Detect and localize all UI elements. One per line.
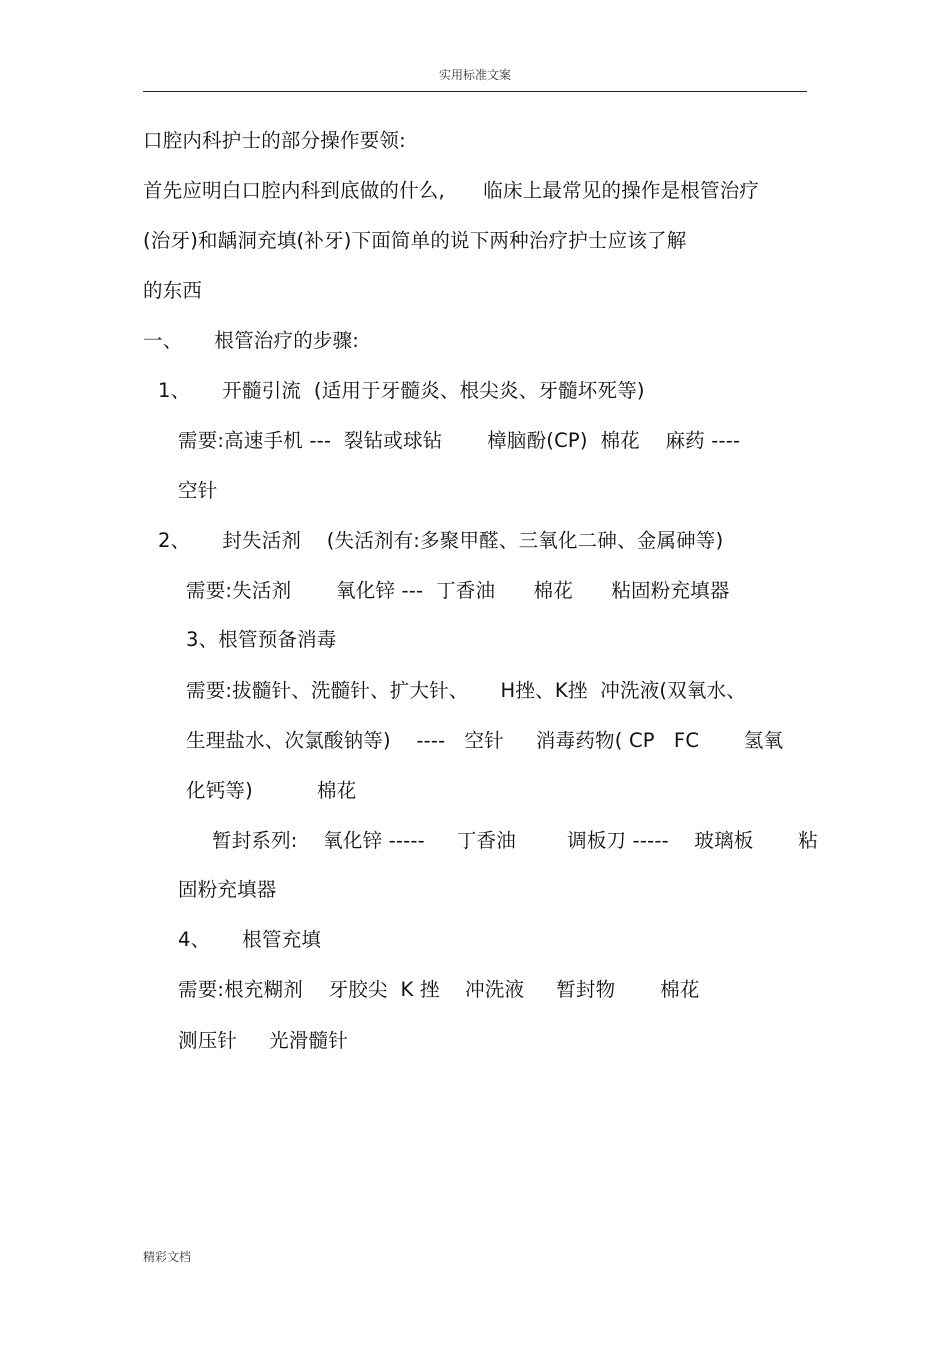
step-3-need-line-2: 生理盐水、次氯酸钠等) ---- 空针 消毒药物( CP FC 氢氧 — [186, 729, 784, 752]
step-4-need-line-2: 测压针 光滑髓针 — [178, 1029, 348, 1052]
step-3-need-line-3: 化钙等) 棉花 — [186, 779, 357, 802]
section-1-heading: 一、 根管治疗的步骤: — [143, 329, 360, 352]
page-footer: 精彩文档 — [143, 1250, 192, 1264]
step-2-need: 需要:失活剂 氧化锌 --- 丁香油 棉花 粘固粉充填器 — [186, 579, 730, 602]
intro-line-1: 首先应明白口腔内科到底做的什么, 临床上最常见的操作是根管治疗 — [143, 179, 760, 202]
step-2-title: 2、 封失活剂 (失活剂有:多聚甲醛、三氧化二砷、金属砷等) — [158, 529, 724, 552]
step-3-temp-line-2: 固粉充填器 — [178, 878, 277, 901]
step-1-title: 1、 开髓引流 (适用于牙髓炎、根尖炎、牙髓坏死等) — [158, 379, 645, 402]
page-header: 实用标准文案 — [438, 68, 511, 82]
header-rule — [143, 91, 807, 92]
step-1-need-line-2: 空针 — [178, 479, 218, 502]
step-1-need-line-1: 需要:高速手机 --- 裂钻或球钻 樟脑酚(CP) 棉花 麻药 ---- — [178, 429, 741, 452]
step-4-need-line-1: 需要:根充糊剂 牙胶尖 K 挫 冲洗液 暂封物 棉花 — [178, 978, 700, 1001]
step-3-title: 3、根管预备消毒 — [186, 628, 337, 651]
step-4-title: 4、 根管充填 — [178, 928, 322, 951]
document-heading: 口腔内科护士的部分操作要领: — [143, 129, 406, 152]
intro-line-2: (治牙)和龋洞充填(补牙)下面简单的说下两种治疗护士应该了解 — [143, 229, 687, 252]
step-3-need-line-1: 需要:拔髓针、洗髓针、扩大针、 H挫、K挫 冲洗液(双氧水、 — [186, 679, 747, 702]
step-3-temp-line-1: 暂封系列: 氧化锌 ----- 丁香油 调板刀 ----- 玻璃板 粘 — [212, 829, 818, 852]
intro-line-3: 的东西 — [143, 279, 203, 302]
